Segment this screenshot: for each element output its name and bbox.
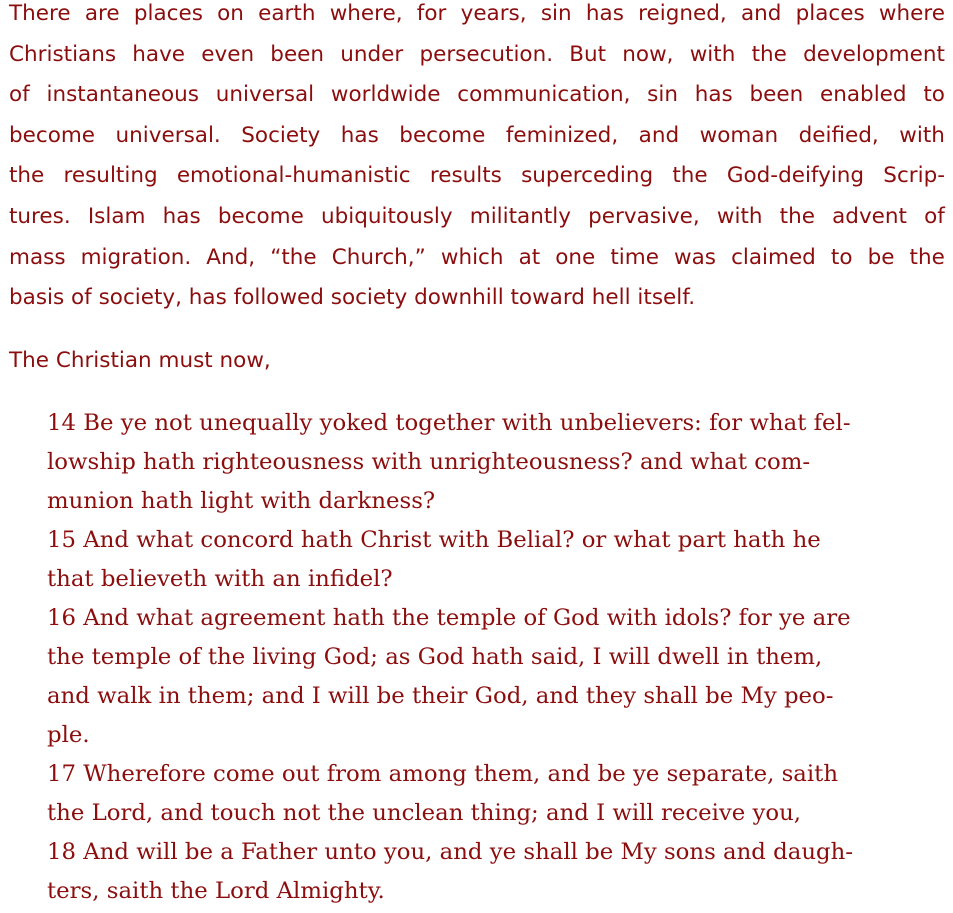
verse-line: munion hath light with darkness?: [47, 488, 436, 514]
verse-line: 14 Be ye not unequally yoked together with unbelievers: for what fel-: [47, 410, 851, 436]
verse-line: ters, saith the Lord Almighty.: [47, 878, 385, 904]
paragraph-line: become universal. Society has become feminized, and woman deified, with: [9, 122, 945, 148]
verse-line: the Lord, and touch not the unclean thing; and I will receive you,: [47, 800, 802, 826]
verse-line: lowship hath righteousness with unrighteousness? and what com-: [47, 449, 811, 475]
verse-line: 17 Wherefore come out from among them, and be ye separate, saith: [47, 761, 839, 787]
verse-line: 16 And what agreement hath the temple of God with idols? for ye are: [47, 605, 851, 631]
verse-line: that believeth with an infidel?: [47, 566, 393, 592]
verse-line: 15 And what concord hath Christ with Belial? or what part hath he: [47, 527, 821, 553]
paragraph-line: the resulting emotional-humanistic results superceding the God-deifying Scrip-: [9, 163, 945, 189]
intro-line: The Christian must now,: [9, 347, 271, 373]
paragraph-line: mass migration. And, “the Church,” which at one time was claimed to be the: [9, 244, 945, 270]
verse-line: 18 And will be a Father unto you, and ye shall be My sons and daugh-: [47, 839, 853, 865]
verse-line: ple.: [47, 722, 90, 748]
paragraph-line: There are places on earth where, for years, sin has reigned, and places where: [9, 1, 945, 26]
paragraph-line: basis of society, has followed society downhill toward hell itself.: [9, 285, 696, 311]
paragraph-line: tures. Islam has become ubiquitously militantly pervasive, with the advent of: [9, 204, 945, 229]
paragraph-line: Christians have even been under persecution. But now, with the development: [9, 41, 945, 67]
verse-line: the temple of the living God; as God hath said, I will dwell in them,: [47, 644, 823, 670]
verse-line: and walk in them; and I will be their God, and they shall be My peo-: [47, 683, 834, 709]
paragraph-line: of instantaneous universal worldwide communication, sin has been enabled to: [9, 82, 945, 108]
